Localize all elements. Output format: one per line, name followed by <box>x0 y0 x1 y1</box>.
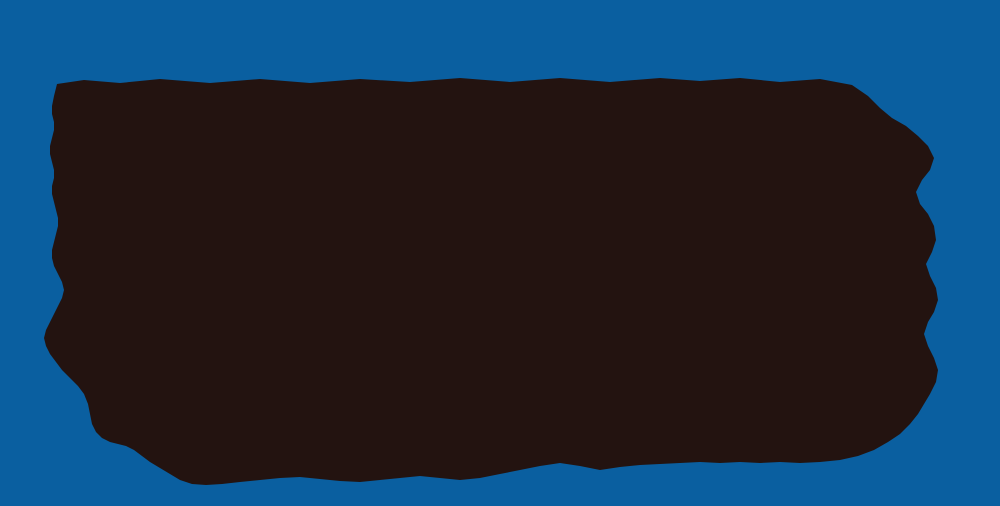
ink-blob-path <box>44 78 938 485</box>
